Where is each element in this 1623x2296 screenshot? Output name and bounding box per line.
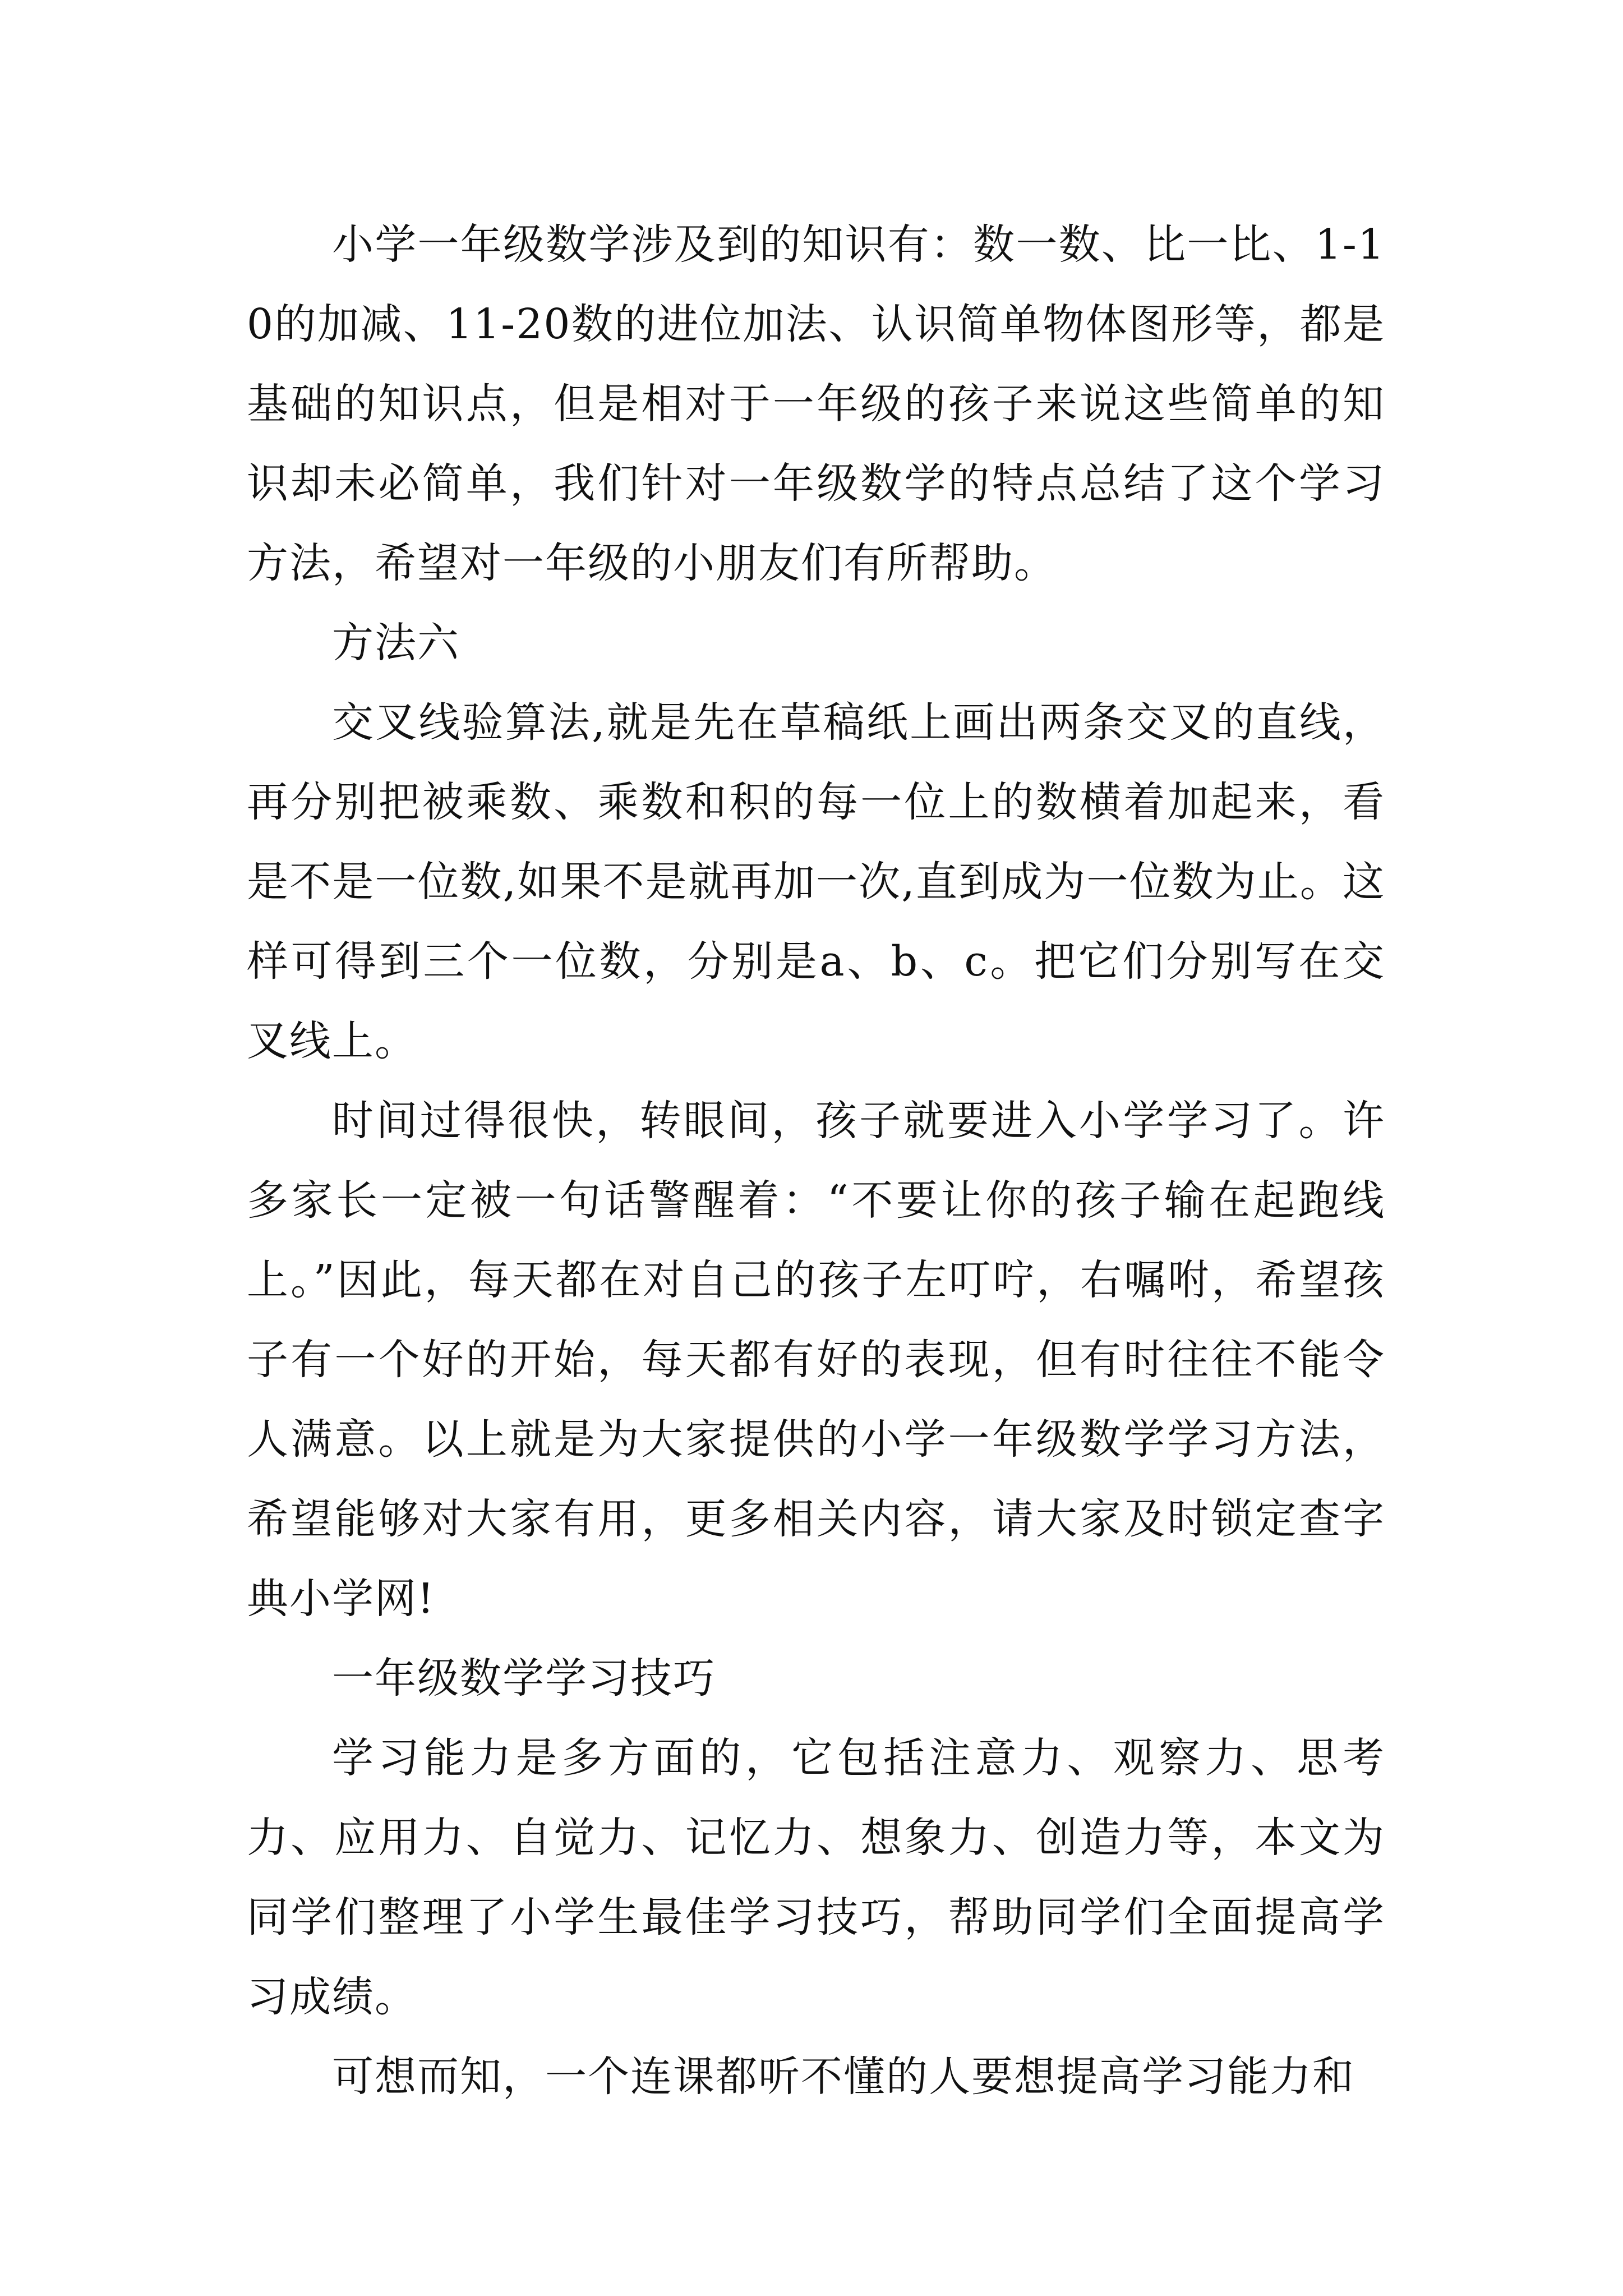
paragraph-closing: 可想而知，一个连课都听不懂的人要想提高学习能力和 [332,2053,1355,2101]
paragraph-intro: 小学一年级数学涉及到的知识有：数一数、比一比、1-10的加减、11-20数的进位加法、认识简单物体图形等，都是基础的知识点，但是相对于一年级的孩子来说这些简单的知识却未必简单，我们针对一年级数学的特点总结了这个学习方法，希望对一年级的小朋友们有所帮助。 [247,220,1385,587]
section-heading-method-six: 方法六 [332,619,460,667]
paragraph-cross-line-check: 交叉线验算法,就是先在草稿纸上画出两条交叉的直线，再分别把被乘数、乘数和积的每一位上的数横着加起来，看是不是一位数,如果不是就再加一次,直到成为一位数为止。这样可得到三个一位数，分别是a、b、c。把它们分别写在交叉线上。 [247,698,1385,1065]
document-body [247,205,1385,2116]
paragraph-learning-ability: 学习能力是多方面的，它包括注意力、观察力、思考力、应用力、自觉力、记忆力、想象力、创造力等，本文为同学们整理了小学生最佳学习技巧，帮助同学们全面提高学习成绩。 [247,1734,1385,2021]
section-heading-study-tips: 一年级数学学习技巧 [332,1654,716,1703]
paragraph-parents-advice: 时间过得很快，转眼间，孩子就要进入小学学习了。许多家长一定被一句话警醒着：“不要让你的孩子输在起跑线上。”因此，每天都在对自己的孩子左叮咛，右嘱咐，希望孩子有一个好的开始，每天都有好的表现，但有时往往不能令人满意。以上就是为大家提供的小学一年级数学学习方法，希望能够对大家有用，更多相关内容，请大家及时锁定查字典小学网! [247,1097,1385,1623]
